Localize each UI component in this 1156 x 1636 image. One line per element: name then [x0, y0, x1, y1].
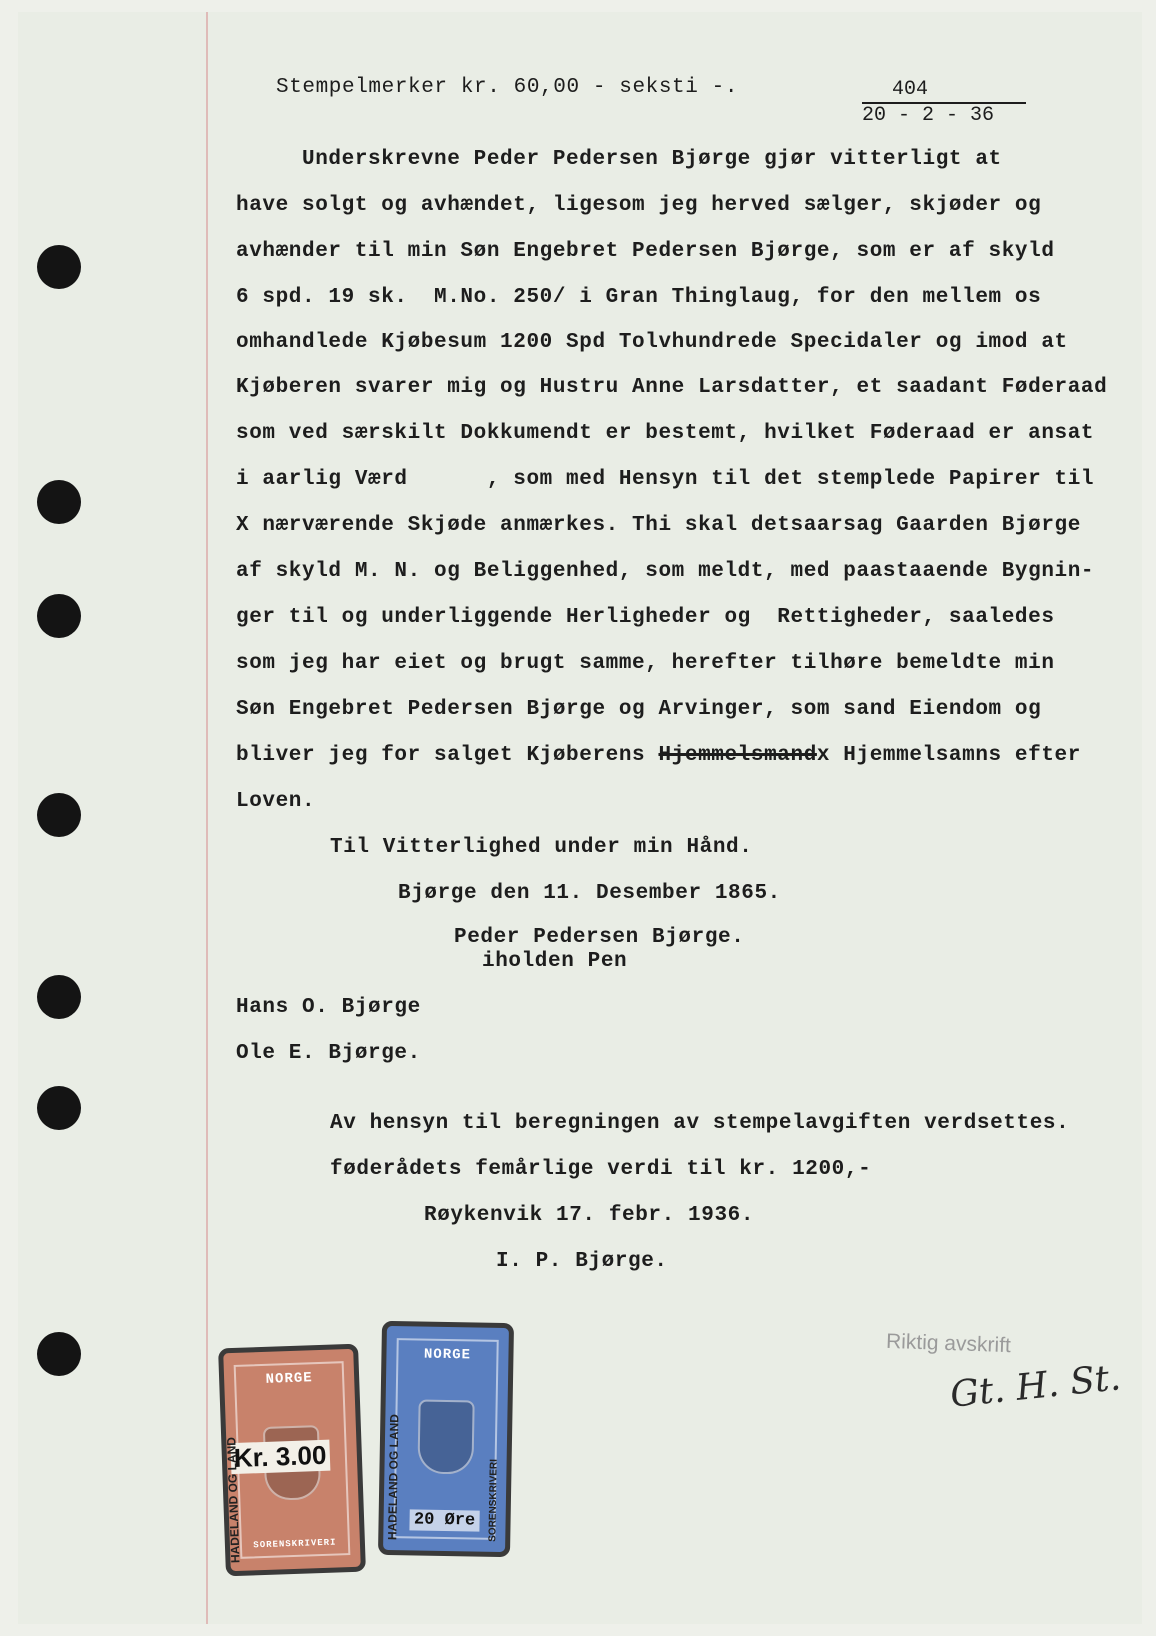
witness-clause: Til Vitterlighed under min Hånd.: [330, 836, 753, 859]
stamp-value: 20 Øre: [410, 1509, 480, 1531]
body-line: 6 spd. 19 sk. M.No. 250/ i Gran Thinglaug, for den mellem os: [236, 286, 1042, 309]
valuation-place-date: Røykenvik 17. febr. 1936.: [424, 1204, 755, 1227]
crest-icon: [417, 1399, 474, 1474]
stamp-cancel: HADELAND OG LAND: [385, 1413, 402, 1541]
body-line: Loven.: [236, 790, 316, 813]
punch-hole-1: [37, 245, 81, 289]
stamp-cancel: HADELAND OG LAND: [224, 1436, 243, 1564]
stamp-overprint: Kr. 3.00: [230, 1440, 330, 1474]
body-line: Søn Engebret Pedersen Bjørge og Arvinger, som sand Eiendom og: [236, 698, 1042, 721]
body-line: X nærværende Skjøde anmærkes. Thi skal detsaarsag Gaarden Bjørge: [236, 514, 1081, 537]
place-date: Bjørge den 11. Desember 1865.: [398, 882, 781, 905]
signer-note: iholden Pen: [482, 950, 628, 973]
revenue-stamp: [378, 1321, 514, 1557]
punch-hole-2: [37, 480, 81, 524]
reference-date: 20 - 2 - 36: [862, 102, 1026, 127]
struck-word: Hjemmelsmand: [658, 744, 817, 767]
body-line: som ved særskilt Dokkumendt er bestemt, hvilket Føderaad er ansat: [236, 422, 1095, 445]
body-line: ger til og underliggende Herligheder og Rettigheder, saaledes: [236, 606, 1055, 629]
witness-name: Hans O. Bjørge: [236, 996, 421, 1019]
stamp-cancel-text: SORENSKRIVERI: [487, 1458, 500, 1542]
signer-name: Peder Pedersen Bjørge.: [454, 926, 745, 949]
punch-hole-4: [37, 793, 81, 837]
valuation-signer: I. P. Bjørge.: [496, 1250, 668, 1273]
punch-hole-6: [37, 1086, 81, 1130]
body-line: Kjøberen svarer mig og Hustru Anne Larsdatter, et saadant Føderaad: [236, 376, 1108, 399]
punch-hole-7: [37, 1332, 81, 1376]
body-line: som jeg har eiet og brugt samme, herefter tilhøre bemeldte min: [236, 652, 1055, 675]
body-line: Underskrevne Peder Pedersen Bjørge gjør vitterligt at: [236, 148, 1002, 171]
margin-rule: [206, 12, 208, 1624]
witness-name: Ole E. Bjørge.: [236, 1042, 421, 1065]
body-line: omhandlede Kjøbesum 1200 Spd Tolvhundrede Specidaler og imod at: [236, 331, 1068, 354]
body-line: avhænder til min Søn Engebret Pedersen Bjørge, som er af skyld: [236, 240, 1055, 263]
stamp-country: NORGE: [265, 1370, 313, 1388]
valuation-line: Av hensyn til beregningen av stempelavgiften verdsettes.: [330, 1112, 1070, 1135]
punch-hole-5: [37, 975, 81, 1019]
stamp-country: NORGE: [423, 1346, 472, 1364]
revenue-stamp: [218, 1344, 366, 1577]
body-line: af skyld M. N. og Beliggenhed, som meldt, med paastaaende Bygnin-: [236, 560, 1095, 583]
valuation-line: føderådets femårlige verdi til kr. 1200,-: [330, 1158, 872, 1181]
body-line: bliver jeg for salget Kjøberens Hjemmelsmandx Hjemmelsamns efter: [236, 744, 1081, 767]
body-line: i aarlig Værd , som med Hensyn til det stemplede Papirer til: [236, 468, 1095, 491]
punch-hole-3: [37, 594, 81, 638]
handwritten-initials: Gt. H. St.: [948, 1357, 1123, 1416]
stamp-cancel-text: SORENSKRIVERI: [253, 1537, 337, 1551]
certification-stamp: Riktig avskrift: [885, 1329, 1012, 1358]
reference-number: 404: [892, 78, 929, 101]
body-line: have solgt og avhændet, ligesom jeg herved sælger, skjøder og: [236, 194, 1042, 217]
stamp-duty-note: Stempelmerker kr. 60,00 - seksti -.: [276, 76, 739, 99]
